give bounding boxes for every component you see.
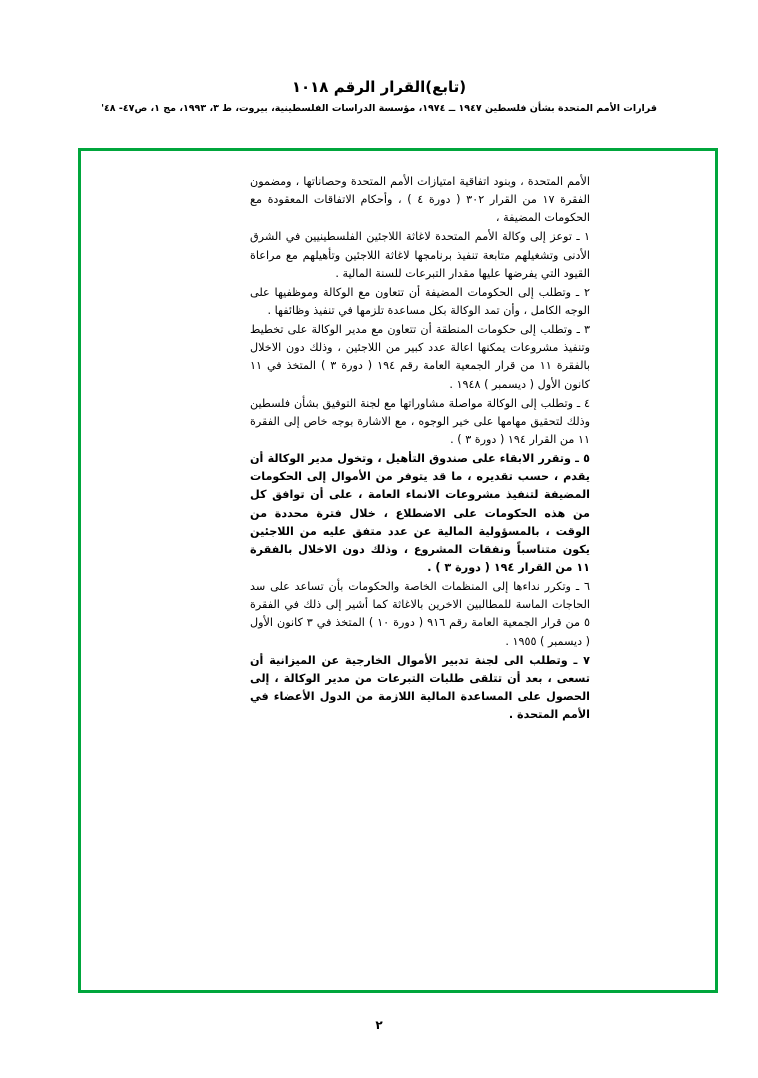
- paragraph-4: ٤ ـ وتطلب إلى الوكالة مواصلة مشاوراتها مع لجنة التوفيق بشأن فلسطين وذلك لتحقيق مهامها على خير الوجوه ، مع الاشارة بوجه خاص إلى الفقرة ١١ من القرار ١٩٤ ( دورة ٣ ) .: [250, 396, 590, 446]
- paragraph-6: ٦ ـ وتكرر نداءها إلى المنظمات الخاصة والحكومات بأن تساعد على سد الحاجات الماسة للمطالبين الاخرين بالاغاثة كما أشير إلى ذلك في الفقرة ٥ من قرار الجمعية العامة رقم ٩١٦ ( دورة ١٠ ) المتخذ في ٣ كانون الأول ( ديسمبر ) ١٩٥٥ .: [250, 580, 590, 648]
- content-frame: [78, 148, 718, 993]
- paragraph-2: ٢ ـ وتطلب إلى الحكومات المضيفة أن تتعاون مع الوكالة وموظفيها على الوجه الكامل ، وأن تمد الوكالة بكل مساعدة تلزمها في تنفيذ وظائفها .: [250, 285, 590, 317]
- paragraph-5: ٥ ـ وتقرر الابقاء على صندوق التأهيل ، وتخول مدير الوكالة أن يقدم ، حسب تقديره ، ما قد يتوفر من الأموال إلى الحكومات المضيفة لتنفيذ مشروعات الانماء العامة ، على أن توافق كل من هذه الحكومات على الاضطلاع ، خلال فترة محددة من الوقت ، بالمسؤولية المالية عن عدد متفق عليه من اللاجئين يكون متناسباً ونفقات المشروع ، وذلك دون الاخلال بالفقرة ١١ من القرار ١٩٤ ( دورة ٣ ) .: [250, 452, 590, 574]
- source-citation: قرارات الأمم المتحدة بشأن فلسطين ١٩٤٧ ــ ١٩٧٤، مؤسسة الدراسات الفلسطينية، بيروت، ط ٣، ١٩٩٣، مج ١، ص٤٧- ٤٨': [101, 103, 657, 114]
- page-number: ٢: [375, 1018, 383, 1032]
- paragraph-1: ١ ـ توعز إلى وكالة الأمم المتحدة لاغاثة اللاجئين الفلسطينيين في الشرق الأدنى وتشغيلهم متابعة تنفيذ برنامجها لاغاثة اللاجئين وتأهيلهم مع مراعاة القيود التي يفرضها عليها مقدار التبرعات للسنة المالية .: [250, 230, 590, 280]
- resolution-text-body: [250, 173, 590, 725]
- paragraph-intro: الأمم المتحدة ، وبنود اتفاقية امتيازات الأمم المتحدة وحصاناتها ، ومضمون الفقرة ١٧ من القرار ٣٠٢ ( دورة ٤ ) ، وأحكام الاتفاقات المعقودة مع الحكومات المضيفة ،: [250, 175, 590, 225]
- page-title: (تابع)القرار الرقم ١٠١٨: [291, 78, 467, 96]
- paragraph-3: ٣ ـ وتطلب إلى حكومات المنطقة أن تتعاون مع مدير الوكالة على تخطيط وتنفيذ مشروعات يمكنها اعالة عدد كبير من اللاجئين ، وذلك دون الاخلال بالفقرة ١١ من قرار الجمعية العامة رقم ١٩٤ ( دورة ٣ ) المتخذ في ١١ كانون الأول ( ديسمبر ) ١٩٤٨ .: [250, 323, 590, 391]
- paragraph-7: ٧ ـ وتطلب الى لجنة تدبير الأموال الخارجية عن الميزانية أن تسعى ، بعد أن تتلقى طلبات التبرعات من مدير الوكالة ، إلى الحصول على المساعدة المالية اللازمة من الدول الأعضاء في الأمم المتحدة .: [250, 653, 590, 722]
